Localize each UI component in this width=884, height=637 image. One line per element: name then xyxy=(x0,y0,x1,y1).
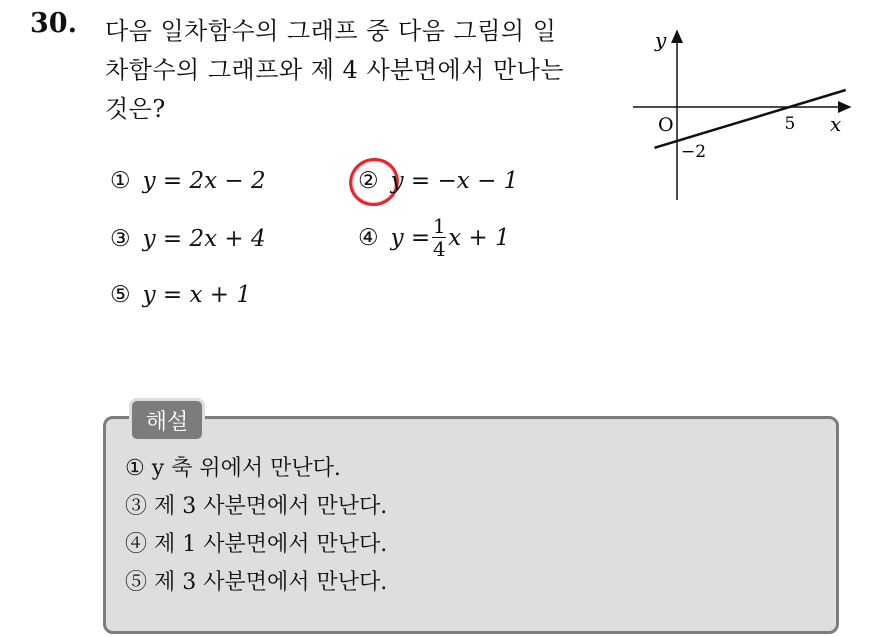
choice-number: ④ xyxy=(358,224,379,251)
choice-2[interactable] xyxy=(358,168,518,194)
choice-number: ① xyxy=(110,168,131,194)
choice-3[interactable] xyxy=(110,226,266,252)
solution-line-1: ① y 축 위에서 만난다. xyxy=(125,456,341,481)
solution-line-4: ⑤ 제 3 사분면에서 만난다. xyxy=(125,570,388,595)
solution-lines xyxy=(125,450,387,602)
y-axis-label: y xyxy=(655,28,667,52)
choice-expression-after: x + 1 xyxy=(448,224,510,251)
fraction-denominator: 4 xyxy=(432,237,446,261)
function-graph xyxy=(625,25,860,205)
fraction xyxy=(432,215,446,260)
choice-5[interactable] xyxy=(110,282,251,308)
choice-expression: y = 2x − 2 xyxy=(142,168,266,194)
choice-number: ⑤ xyxy=(110,282,131,308)
choice-expression: y = x + 1 xyxy=(142,282,252,308)
question-text xyxy=(105,12,564,129)
question-line-1: 다음 일차함수의 그래프 중 다음 그림의 일 xyxy=(105,17,557,45)
choice-number: ③ xyxy=(110,226,131,252)
choice-expression: y = 2x + 4 xyxy=(142,226,266,252)
question-line-2: 차함수의 그래프와 제 4 사분면에서 만나는 xyxy=(105,56,565,84)
y-intercept-label: −2 xyxy=(681,142,707,162)
choice-expression-before: y = xyxy=(390,224,431,251)
solution-tag: 해설 xyxy=(129,398,205,442)
solution-line-3: ④ 제 1 사분면에서 만난다. xyxy=(125,532,388,557)
x-intercept-label: 5 xyxy=(784,114,796,134)
choice-expression: y = −x − 1 xyxy=(390,168,519,194)
choice-number: ② xyxy=(358,168,379,194)
x-axis-label: x xyxy=(830,112,842,136)
question-line-3: 것은? xyxy=(105,95,166,123)
function-line xyxy=(655,90,846,148)
origin-label: O xyxy=(658,114,674,136)
fraction-numerator: 1 xyxy=(432,214,446,238)
solution-line-2: ③ 제 3 사분면에서 만난다. xyxy=(125,494,388,519)
choice-1[interactable] xyxy=(110,168,266,194)
choice-4[interactable] xyxy=(358,215,510,260)
question-number: 30. xyxy=(30,8,77,39)
